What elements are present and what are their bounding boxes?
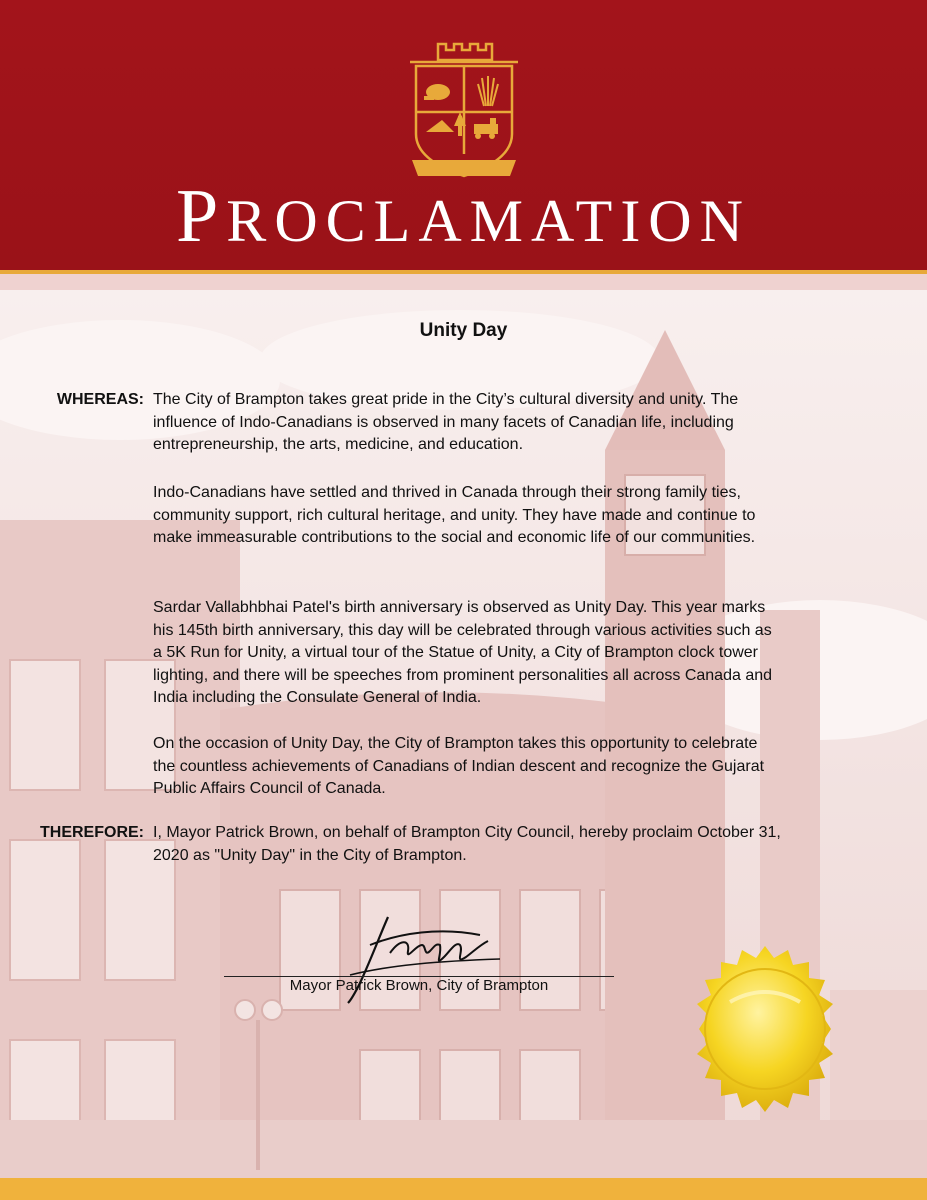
gold-seal-icon [678,942,852,1116]
proclamation-heading [0,176,927,261]
whereas-label: WHEREAS: [56,391,144,408]
whereas-paragraph-1: The City of Brampton takes great pride in the City’s cultural diversity and unity. The influence of Indo-Canadians is observed in many facets of Canadian life, including entrepreneurship, the arts, medicine, and education. [153,391,739,453]
heading-rest: ROCLAMATION [226,188,751,254]
document-title: Unity Day [419,320,508,341]
therefore-label: THEREFORE: [40,824,144,841]
footer-bar [0,1178,927,1200]
whereas-paragraph-3: Sardar Vallabhbhai Patel's birth anniversary is observed as Unity Day. This year marks his 145th birth anniversary, this day will be celebrated through various activities such as a 5K Run for Unity, a virtual tour of the Statue of Unity, a City of Brampton clock tower lighting, and there will be speeches from prominent personalities all across Canada and India including the Consulate General of India. [153,599,773,706]
whereas-paragraph-4: On the occasion of Unity Day, the City of Brampton takes this opportunity to celebrate the countless achievements of Canadians of Indian descent and recognize the Gujarat Public Affairs Council of Canada. [153,735,765,797]
whereas-paragraph-2: Indo-Canadians have settled and thrived in Canada through their strong family ties, community support, rich cultural heritage, and unity. They have made and continue to make immeasurable contributions to the social and economic life of our communities. [153,484,756,546]
therefore-paragraph: I, Mayor Patrick Brown, on behalf of Brampton City Council, hereby proclaim October 31, 2020 as "Unity Day" in the City of Brampton. [153,824,781,864]
city-crest-icon [402,36,526,186]
signature-caption: Mayor Patrick Brown, City of Brampton [289,977,549,994]
header-shadow-band [0,274,927,290]
heading-first-letter: P [176,174,227,258]
